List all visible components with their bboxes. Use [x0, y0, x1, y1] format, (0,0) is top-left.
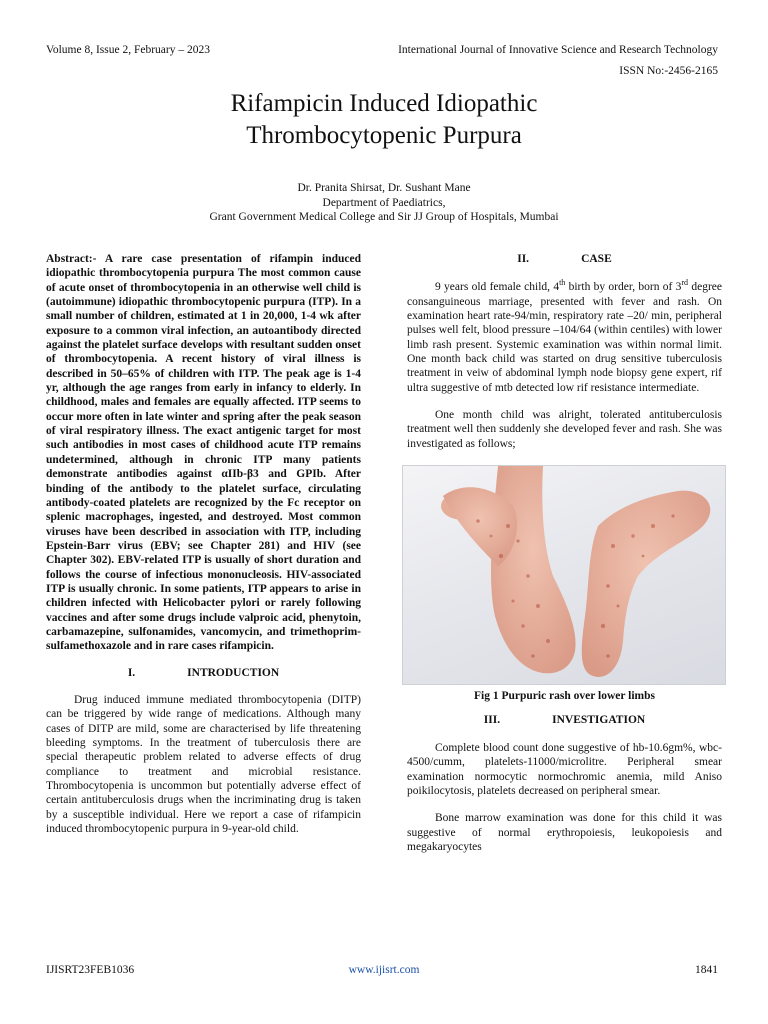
header-journal-name: International Journal of Innovative Science and Research Technology — [398, 44, 718, 56]
author-department: Department of Paediatrics, — [322, 196, 446, 209]
figure-caption: Fig 1 Purpuric rash over lower limbs — [473, 690, 655, 703]
investigation-paragraph-1: Complete blood count done suggestive of hb-10.6gm%, wbc-4500/cumm, platelets-11000/microlitre. Peripheral smear examination normocytic normochromic anemia, mild Aniso poikilocytosis, platelets decreased on peripheral smear. — [407, 741, 722, 797]
author-names: Dr. Pranita Shirsat, Dr. Sushant Mane — [297, 182, 471, 194]
author-block — [0, 181, 768, 225]
right-foot-shape — [582, 491, 711, 677]
right-column — [407, 252, 722, 854]
header-volume: Volume 8, Issue 2, February – 2023 — [46, 44, 210, 56]
investigation-number: III. — [483, 714, 501, 727]
case-paragraph-1 — [407, 280, 722, 395]
case-heading — [407, 252, 722, 266]
title-line-2: Thrombocytopenic Purpura — [246, 122, 522, 149]
left-column — [46, 252, 361, 836]
case-p1-part-a: 9 years old female child, 4 — [435, 281, 560, 294]
footer-page-number: 1841 — [695, 964, 718, 976]
case-p1-part-b: birth by order, born of 3 — [565, 281, 682, 294]
investigation-paragraph-2: Bone marrow examination was done for this child it was suggestive of normal erythropoiesis, leukopoiesis and megakaryocytes — [407, 812, 722, 853]
investigation-heading — [407, 713, 722, 727]
footer-journal-link[interactable]: www.ijisrt.com — [348, 964, 420, 976]
left-foot-shape — [491, 466, 576, 673]
header-issn: ISSN No:-2456-2165 — [619, 65, 718, 77]
case-paragraph-2: One month child was alright, tolerated antituberculosis treatment well then suddenly she developed fever and rash. She was investigated as follows; — [407, 409, 722, 450]
paper-title — [0, 88, 768, 152]
feet-illustration — [403, 466, 725, 684]
introduction-paragraph: Drug induced immune mediated thrombocytopenia (DITP) can be triggered by wide range of medications. Although many cases of DITP are mild, some are characterised by life threatening bleeding symptoms. In the treatment of tuberculosis there are special therapeutic problem related to adverse effects of drug compliance to treatment and microbial resistance. Thrombocytopenia is uncommon but potentially adverse effect of certain antituberculosis drugs when the incriminating drug is taken by a susceptible individual. Here we report a case of rifampicin induced thrombocytopenic purpura in 9-year-old child. — [46, 693, 361, 836]
case-title: CASE — [581, 253, 612, 265]
case-number: II. — [517, 253, 530, 265]
title-line-1: Rifampicin Induced Idiopathic — [230, 90, 538, 117]
introduction-title: INTRODUCTION — [187, 666, 280, 679]
introduction-heading — [46, 666, 361, 680]
purpuric-rash-photo — [402, 465, 726, 685]
case-p1-superscript-th: th — [559, 278, 566, 288]
case-p1-superscript-rd: rd — [681, 278, 689, 288]
author-institution: Grant Government Medical College and Sir JJ Group of Hospitals, Mumbai — [209, 211, 559, 223]
footer-paper-code: IJISRT23FEB1036 — [46, 964, 135, 976]
abstract-text: Abstract:- A rare case presentation of rifampin induced idiopathic thrombocytopenia purpura The most common cause of acute onset of thrombocytopenia in an otherwise well child is (autoimmune) idiopathic thrombocytopenic purpura (ITP). In a small number of children, estimated at 1 in 20,000, 1-4 wk after exposure to a common viral infection, an autoantibody directed against the platelet surface develops with resultant sudden onset of thrombocytopenia. A recent history of viral illness is described in 50–65% of children with ITP. The peak age is 1-4 yr, although the age ranges from early in infancy to elderly. In childhood, males and females are equally affected. ITP seems to occur more often in late winter and spring after the peak season of viral respiratory illness. The exact antigenic target for most such antibodies in most cases of childhood acute ITP remains undetermined, although in chronic ITP many patients demonstrate antibodies against αIIb-β3 and GPIb. After binding of the antibody to the platelet surface, circulating antibody-coated platelets are recognized by the Fc receptor on splenic macrophages, ingested, and destroyed. Most common viruses have been described in association with ITP, including Epstein-Barr virus (EBV; see Chapter 281) and HIV (see Chapter 302). EBV-related ITP is usually of short duration and follows the course of infectious mononucleosis. HIV-associated ITP is usually chronic. In some patients, ITP appears to arise in children infected with Helicobacter pylori or rarely following vaccines and after some drugs include valproic acid, phenytoin, carbamazepine, sulfonamides, vancomycin, and trimethoprim-sulfamethoxazole and in rare cases rifampicin. — [46, 253, 361, 653]
investigation-title: INVESTIGATION — [552, 714, 646, 727]
case-p1-part-c: degree consanguineous marriage, presented with fever and rash. On examination heart rate-94/min, respiratory rate –20/ min, peripheral pulses well felt, blood pressure –104/64 (within centiles) with lower limb rash present. Systemic examination was within normal limit. One month back child was started on drug sensitive tuberculosis treatment in veiw of abdominal lymph node biopsy gene expert, rif ultra suggestive of mtb detected low rif resistance intermediate. — [407, 281, 722, 394]
introduction-number: I. — [127, 666, 136, 679]
